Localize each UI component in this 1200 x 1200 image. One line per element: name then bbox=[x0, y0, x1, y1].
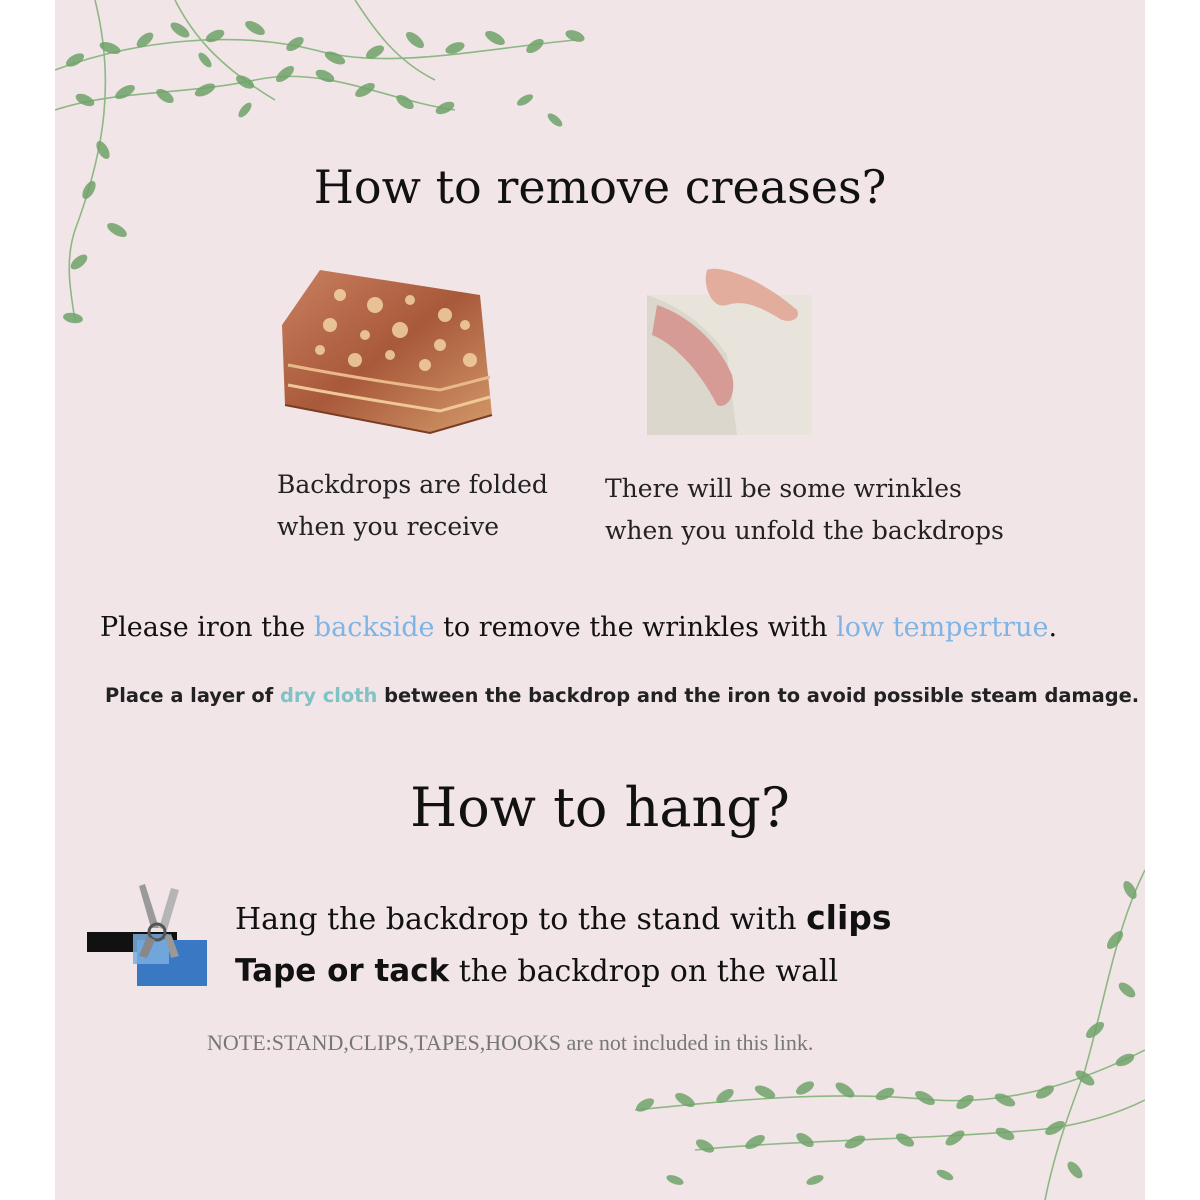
hang-line-tape bbox=[235, 953, 838, 989]
backside-highlight: backside bbox=[313, 612, 435, 643]
low-temperature-highlight: low tempertrue bbox=[836, 612, 1049, 643]
clip-icon bbox=[87, 884, 209, 986]
hang-line-2-text: the backdrop on the wall bbox=[449, 954, 839, 989]
cloth-text-1: Place a layer of bbox=[105, 684, 280, 707]
clips-bold: clips bbox=[806, 898, 892, 937]
folded-backdrop-image bbox=[280, 265, 495, 435]
dry-cloth-highlight: dry cloth bbox=[279, 684, 378, 707]
cloth-text-2: between the backdrop and the iron to avoid possible steam damage. bbox=[377, 684, 1140, 707]
caption-wrinkles-line-1: There will be some wrinkles bbox=[605, 474, 962, 503]
caption-folded bbox=[277, 464, 548, 548]
hang-title: How to hang? bbox=[410, 776, 790, 839]
page-title: How to remove creases? bbox=[313, 160, 887, 214]
caption-wrinkles bbox=[605, 468, 1004, 552]
caption-folded-line-2: when you receive bbox=[277, 512, 500, 541]
iron-text-3: . bbox=[1048, 612, 1058, 643]
iron-instruction bbox=[100, 612, 1057, 643]
caption-wrinkles-line-2: when you unfold the backdrops bbox=[605, 516, 1004, 545]
iron-text-2: to remove the wrinkles with bbox=[434, 612, 837, 643]
caption-folded-line-1: Backdrops are folded bbox=[277, 470, 548, 499]
cloth-instruction bbox=[105, 684, 1139, 707]
note-text: NOTE:STAND,CLIPS,TAPES,HOOKS are not included in this link. bbox=[207, 1030, 814, 1055]
tape-or-tack-bold: Tape or tack bbox=[235, 953, 450, 989]
hang-line-1-text: Hang the backdrop to the stand with bbox=[235, 902, 807, 937]
instruction-panel bbox=[55, 0, 1145, 1200]
unfolding-hand-image bbox=[647, 265, 812, 435]
iron-text-1: Please iron the bbox=[100, 612, 314, 643]
hang-line-clips bbox=[235, 898, 892, 937]
